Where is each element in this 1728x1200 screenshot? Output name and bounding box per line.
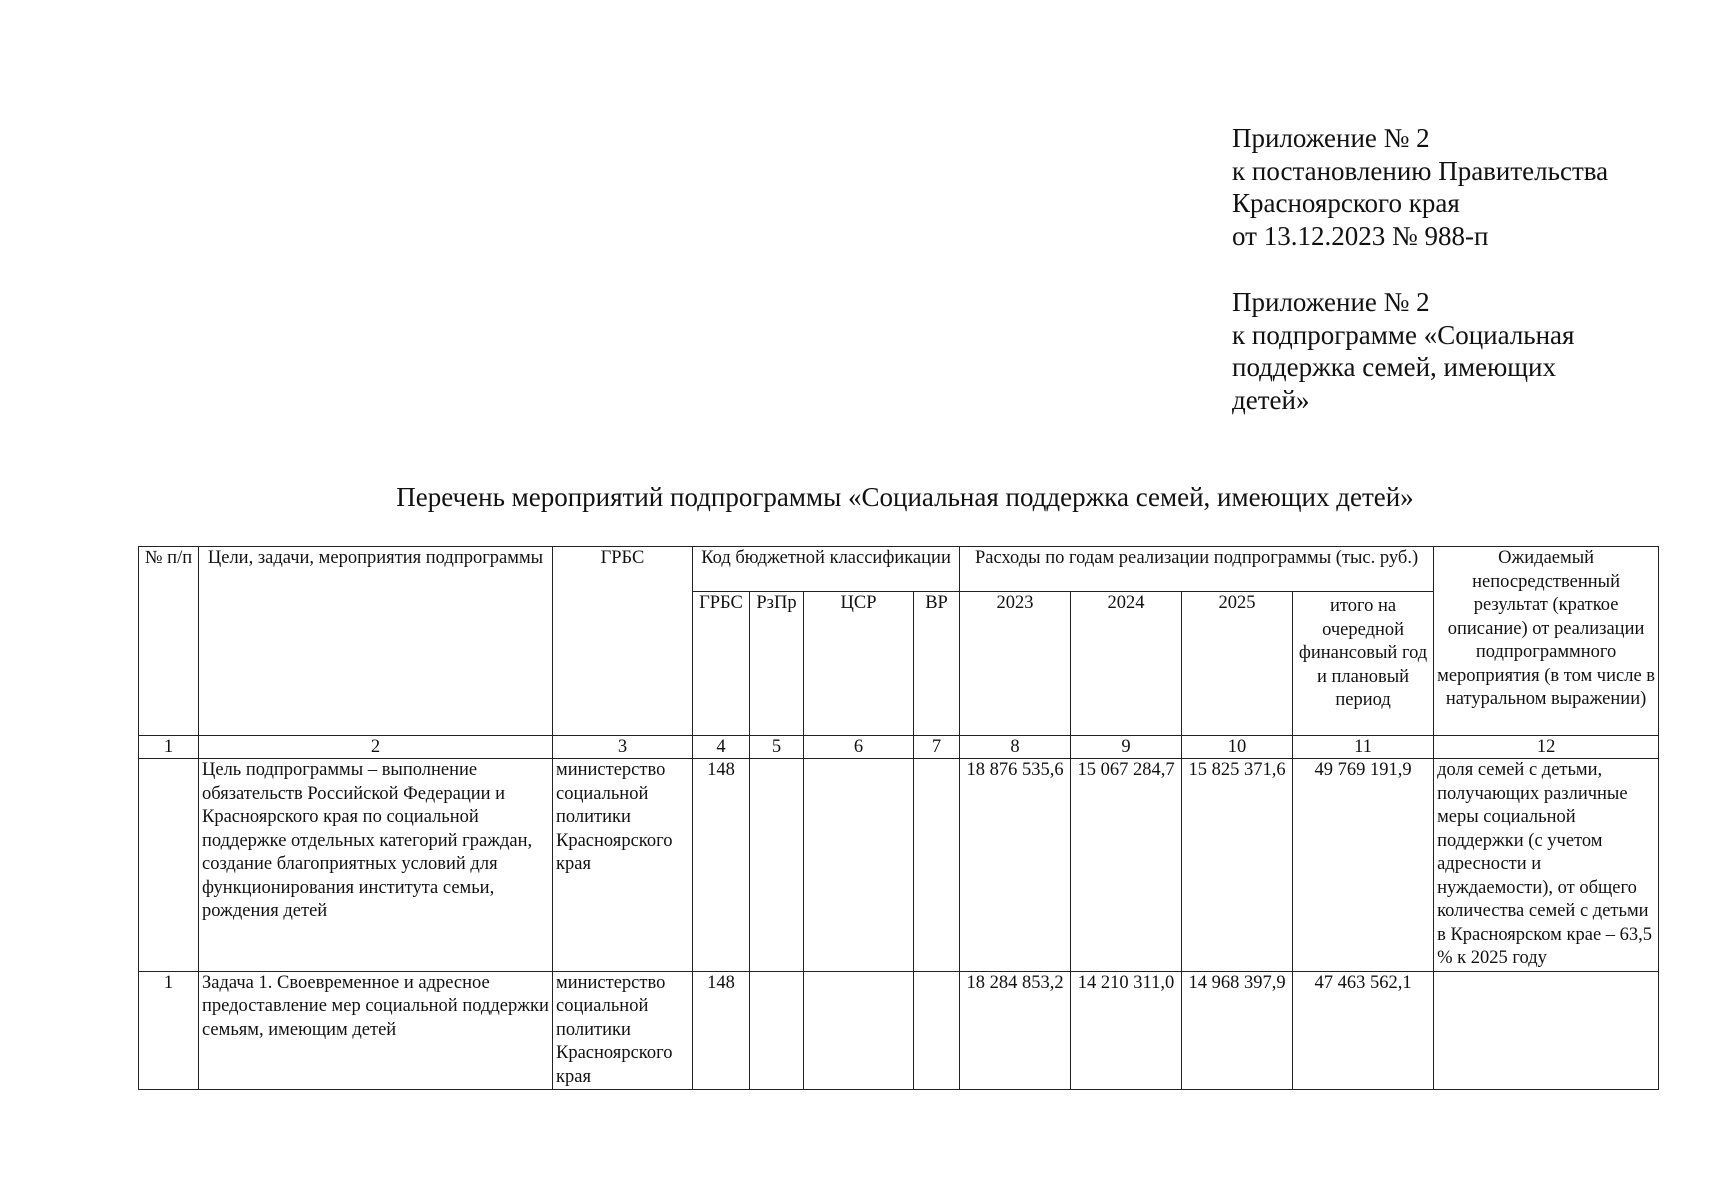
cell-num: 1 [139, 971, 199, 1090]
cell-2024: 14 210 311,0 [1071, 971, 1182, 1090]
cell-csr [804, 971, 914, 1090]
header-result: Ожидаемый непосредственный результат (краткое описание) от реализации подпрограммного мероприятия (в том числе в натуральном выражении) [1434, 547, 1659, 736]
appendix-line: поддержка семей, имеющих [1232, 352, 1556, 382]
header-csr: ЦСР [804, 592, 914, 736]
column-number: 8 [960, 736, 1071, 759]
appendix-line: от 13.12.2023 № 988-п [1232, 220, 1489, 251]
cell-csr [804, 759, 914, 972]
header-vr: ВР [914, 592, 960, 736]
header-rzpr: РзПр [750, 592, 804, 736]
cell-2025: 14 968 397,9 [1182, 971, 1293, 1090]
cell-num [139, 759, 199, 972]
appendix-line: к постановлению Правительства [1232, 155, 1609, 186]
measures-table [138, 546, 1659, 1090]
column-number: 11 [1293, 736, 1434, 759]
cell-2023: 18 876 535,6 [960, 759, 1071, 972]
cell-grbs-code: 148 [693, 971, 750, 1090]
header-year-2024: 2024 [1071, 592, 1182, 736]
appendix-note-decree [1232, 122, 1608, 252]
table-row-task-1 [139, 971, 1659, 1090]
cell-result [1434, 971, 1659, 1090]
cell-rzpr [750, 759, 804, 972]
appendix-line: к подпрограмме «Социальная [1232, 319, 1575, 350]
cell-result: доля семей с детьми, получающих различные меры социальной поддержки (с учетом адресности и нуждаемости), от общего количества семей с детьми в Красноярском крае – 63,5 % к 2025 году [1434, 759, 1659, 972]
table-row-goal [139, 759, 1659, 972]
cell-vr [914, 971, 960, 1090]
appendix-line: Красноярского края [1232, 188, 1460, 218]
column-number: 4 [693, 736, 750, 759]
column-number: 2 [199, 736, 553, 759]
column-number-row [139, 736, 1659, 759]
cell-2023: 18 284 853,2 [960, 971, 1071, 1090]
document-title: Перечень мероприятий подпрограммы «Социальная поддержка семей, имеющих детей» [396, 482, 1414, 512]
column-number: 6 [804, 736, 914, 759]
appendix-line: Приложение № 2 [1232, 123, 1430, 153]
column-number: 10 [1182, 736, 1293, 759]
cell-grbs: министерство социальной политики Красноярского края [553, 759, 693, 972]
cell-grbs: министерство социальной политики Красноярского края [553, 971, 693, 1090]
cell-total: 47 463 562,1 [1293, 971, 1434, 1090]
column-number: 9 [1071, 736, 1182, 759]
column-number: 7 [914, 736, 960, 759]
cell-goal: Цель подпрограммы – выполнение обязательств Российской Федерации и Красноярского края по социальной поддержке отдельных категорий граждан, создание благоприятных условий для функционирования института семьи, рождения детей [199, 759, 553, 972]
cell-rzpr [750, 971, 804, 1090]
appendix-note-subprogram [1232, 286, 1574, 416]
header-grbs-code: ГРБС [693, 592, 750, 736]
cell-vr [914, 759, 960, 972]
cell-goal: Задача 1. Своевременное и адресное предоставление мер социальной поддержки семьям, имеющим детей [199, 971, 553, 1090]
column-number: 3 [553, 736, 693, 759]
cell-total: 49 769 191,9 [1293, 759, 1434, 972]
header-year-2025: 2025 [1182, 592, 1293, 736]
cell-2025: 15 825 371,6 [1182, 759, 1293, 972]
header-total: итого на очередной финансовый год и плановый период [1293, 592, 1434, 736]
header-goals: Цели, задачи, мероприятия подпрограммы [199, 547, 553, 736]
header-num: № п/п [139, 547, 199, 736]
cell-2024: 15 067 284,7 [1071, 759, 1182, 972]
column-number: 12 [1434, 736, 1659, 759]
appendix-line: Приложение № 2 [1232, 287, 1430, 317]
appendix-line: детей» [1232, 384, 1310, 415]
column-number: 1 [139, 736, 199, 759]
header-grbs: ГРБС [553, 547, 693, 736]
header-year-2023: 2023 [960, 592, 1071, 736]
header-budget-code: Код бюджетной классификации [693, 547, 960, 592]
table-header-row [139, 547, 1659, 592]
cell-grbs-code: 148 [693, 759, 750, 972]
header-expenses: Расходы по годам реализации подпрограммы (тыс. руб.) [960, 547, 1434, 592]
column-number: 5 [750, 736, 804, 759]
